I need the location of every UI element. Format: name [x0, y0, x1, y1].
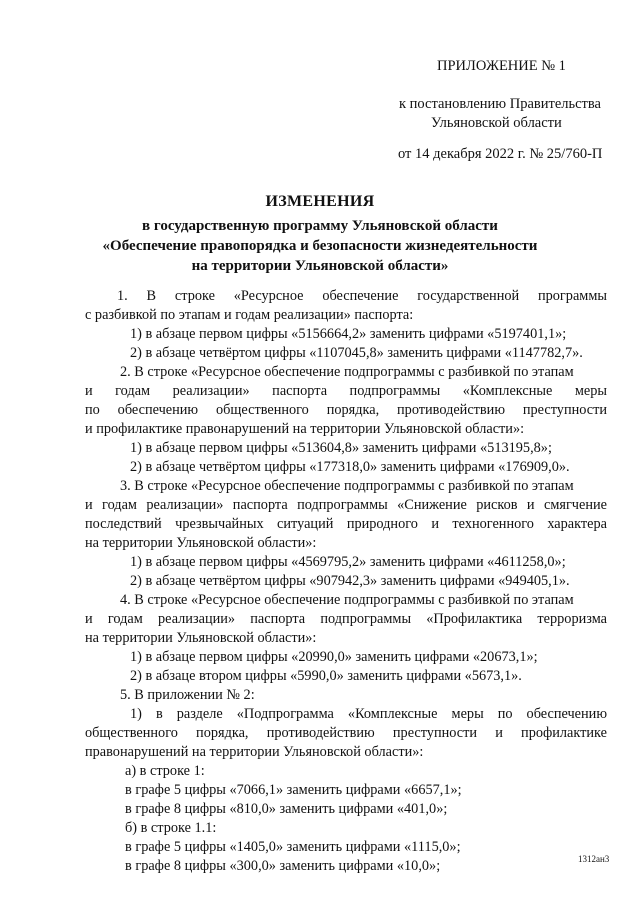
body-line: 2) в абзаце четвёртом цифры «1107045,8» заменить цифрами «1147782,7». [130, 345, 583, 361]
body-line: 1) в разделе «Подпрограмма «Комплексные меры по обеспечению [130, 706, 607, 722]
body-line: 3. В строке «Ресурсное обеспечение подпрограммы с разбивкой по этапам [120, 478, 574, 494]
subtitle-line-1: в государственную программу Ульяновской области [142, 218, 498, 234]
body-line: 1) в абзаце первом цифры «4569795,2» заменить цифрами «4611258,0»; [130, 554, 566, 570]
resolution-reference [399, 95, 619, 133]
document-code: 1312ан3 [578, 854, 610, 864]
document-title: ИЗМЕНЕНИЯ [265, 193, 375, 210]
body-line: и профилактике правонарушений на территории Ульяновской области»: [85, 421, 525, 437]
resolution-line-2: Ульяновской области [431, 115, 562, 131]
document-subtitle [0, 216, 640, 276]
body-line: 1. В строке «Ресурсное обеспечение государственной программы [117, 288, 607, 304]
body-line: а) в строке 1: [125, 763, 205, 779]
body-line: в графе 5 цифры «1405,0» заменить цифрами «1115,0»; [125, 839, 461, 855]
body-line: 2) в абзаце втором цифры «5990,0» заменить цифрами «5673,1». [130, 668, 522, 684]
body-line: 5. В приложении № 2: [120, 687, 255, 703]
body-line: с разбивкой по этапам и годам реализации» паспорта: [85, 307, 414, 323]
body-line: общественного порядка, противодействию преступности и профилактике [85, 725, 607, 741]
resolution-date-number: от 14 декабря 2022 г. № 25/760-П [398, 146, 603, 162]
body-line: последствий чрезвычайных ситуаций природного и техногенного характера [85, 516, 607, 532]
body-line: и годам реализации» паспорта подпрограммы «Комплексные меры [85, 383, 607, 399]
body-line: на территории Ульяновской области»: [85, 535, 317, 551]
body-line: б) в строке 1.1: [125, 820, 217, 836]
body-line: 1) в абзаце первом цифры «20990,0» заменить цифрами «20673,1»; [130, 649, 538, 665]
body-line: правонарушений на территории Ульяновской области»: [85, 744, 424, 760]
body-line: 2) в абзаце четвёртом цифры «177318,0» заменить цифрами «176909,0». [130, 459, 570, 475]
body-line: 4. В строке «Ресурсное обеспечение подпрограммы с разбивкой по этапам [120, 592, 574, 608]
body-line: на территории Ульяновской области»: [85, 630, 317, 646]
body-line: в графе 5 цифры «7066,1» заменить цифрами «6657,1»; [125, 782, 462, 798]
subtitle-line-3: на территории Ульяновской области» [191, 258, 449, 274]
resolution-line-1: к постановлению Правительства [399, 96, 601, 112]
appendix-label: ПРИЛОЖЕНИЕ № 1 [437, 58, 566, 74]
body-line: в графе 8 цифры «300,0» заменить цифрами «10,0»; [125, 858, 441, 874]
body-line: 1) в абзаце первом цифры «513604,8» заменить цифрами «513195,8»; [130, 440, 552, 456]
body-line: 1) в абзаце первом цифры «5156664,2» заменить цифрами «5197401,1»; [130, 326, 567, 342]
body-line: и годам реализации» паспорта подпрограммы «Снижение рисков и смягчение [85, 497, 607, 513]
body-line: в графе 8 цифры «810,0» заменить цифрами «401,0»; [125, 801, 448, 817]
body-line: 2) в абзаце четвёртом цифры «907942,3» заменить цифрами «949405,1». [130, 573, 570, 589]
body-line: 2. В строке «Ресурсное обеспечение подпрограммы с разбивкой по этапам [120, 364, 574, 380]
body-line: и годам реализации» паспорта подпрограммы «Профилактика терроризма [85, 611, 607, 627]
body-line: по обеспечению общественного порядка, противодействию преступности [85, 402, 607, 418]
subtitle-line-2: «Обеспечение правопорядка и безопасности жизнедеятельности [102, 238, 538, 254]
